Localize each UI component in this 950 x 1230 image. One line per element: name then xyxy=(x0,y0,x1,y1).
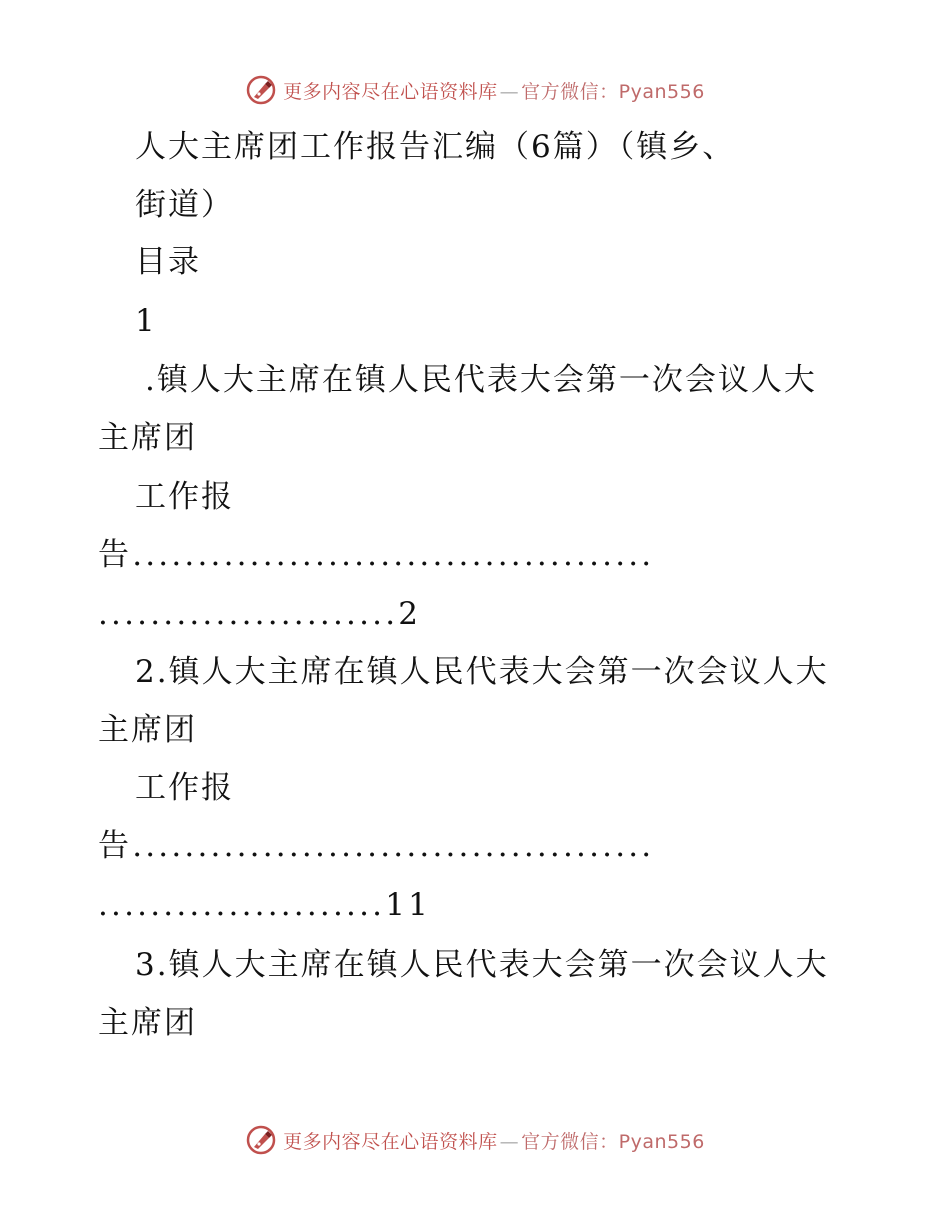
watermark-text: 更多内容尽在心语资料库 — 官方微信：Pyan556 xyxy=(283,80,705,103)
toc-entry-1-subtitle[interactable]: 工作报 xyxy=(135,479,234,515)
toc-entry-2-subtitle[interactable]: 工作报 xyxy=(135,770,234,806)
document-title-line-1: 人大主席团工作报告汇编（6篇）（镇乡、 xyxy=(135,129,736,165)
toc-entry-1-title[interactable]: .镇人大主席在镇人民代表大会第一次会议人大 xyxy=(145,362,817,398)
toc-entry-2-title[interactable]: 2.镇人大主席在镇人民代表大会第一次会议人大 xyxy=(135,654,829,690)
header-watermark-banner xyxy=(0,70,950,110)
toc-entry-3-title-cont[interactable]: 主席团 xyxy=(98,1005,197,1041)
watermark-text: 更多内容尽在心语资料库 — 官方微信：Pyan556 xyxy=(283,1130,705,1153)
toc-heading: 目录 xyxy=(135,244,201,280)
document-title-line-2: 街道） xyxy=(135,187,234,223)
pen-nib-logo-icon xyxy=(245,74,277,106)
pen-nib-logo-icon xyxy=(245,1124,277,1156)
toc-entry-2-leader: 告........................................ xyxy=(98,828,655,864)
toc-entry-1-page: .......................2 xyxy=(98,596,422,632)
footer-watermark-banner xyxy=(0,1120,950,1160)
toc-entry-2-title-cont[interactable]: 主席团 xyxy=(98,712,197,748)
toc-entry-1-leader: 告........................................ xyxy=(98,537,655,573)
toc-entry-2-page: ......................11 xyxy=(98,887,432,923)
toc-entry-1-number: 1 xyxy=(135,303,157,339)
toc-entry-1-title-cont[interactable]: 主席团 xyxy=(98,420,197,456)
toc-entry-3-title[interactable]: 3.镇人大主席在镇人民代表大会第一次会议人大 xyxy=(135,947,829,983)
